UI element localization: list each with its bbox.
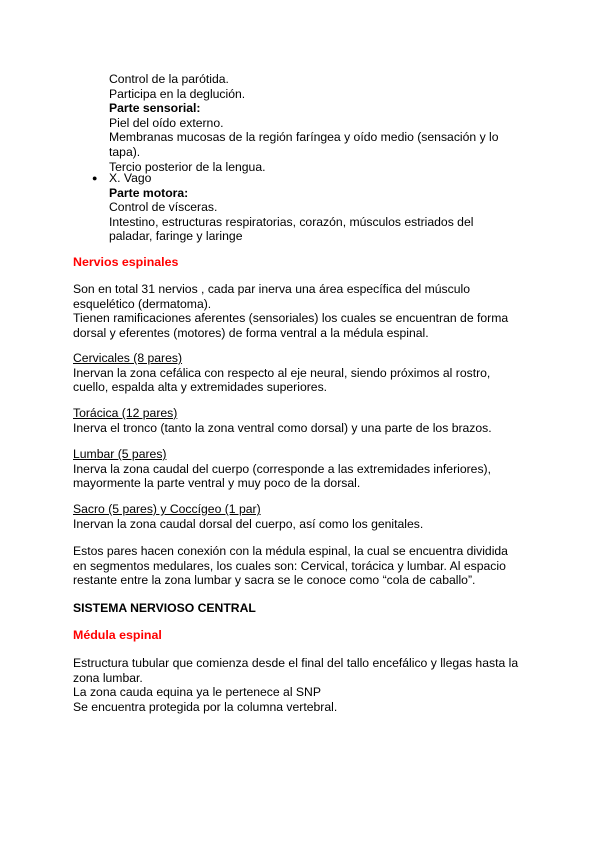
list-line: Tercio posterior de la lengua. bbox=[109, 159, 266, 174]
spinal-cord-text bbox=[0, 656, 600, 714]
group-text: Inervan la zona cefálica con respecto al eje neural, siendo próximos al rostro, cuello, espalda alta y extremidades superiores. bbox=[73, 365, 491, 395]
spinal-intro bbox=[0, 282, 600, 340]
sensory-heading: Parte sensorial: bbox=[109, 101, 201, 116]
section-heading: SISTEMA NERVIOSO CENTRAL bbox=[73, 601, 256, 615]
subsection-heading: Médula espinal bbox=[73, 628, 162, 642]
paragraph: La zona cauda equina ya le pertenece al SNP bbox=[73, 685, 321, 700]
list-line: Membranas mucosas de la región faríngea y oído medio (sensación y lo tapa). bbox=[109, 130, 499, 159]
motor-heading: Parte motora: bbox=[109, 185, 189, 200]
group-thoracic bbox=[0, 406, 600, 435]
group-title: Torácica (12 pares) bbox=[73, 406, 178, 420]
group-lumbar bbox=[0, 447, 600, 491]
group-cervical bbox=[0, 351, 600, 395]
group-sacral bbox=[0, 502, 600, 531]
paragraph: Tienen ramificaciones aferentes (sensoriales) los cuales se encuentran de forma dorsal y eferentes (motores) de forma ventral a la médula espinal. bbox=[73, 311, 509, 340]
list-line: Participa en la deglución. bbox=[109, 86, 246, 101]
group-text: Inerva el tronco (tanto la zona ventral como dorsal) y una parte de los brazos. bbox=[73, 420, 492, 435]
cns-section bbox=[0, 601, 600, 616]
group-title: Sacro (5 pares) y Coccígeo (1 par) bbox=[73, 502, 261, 516]
spinal-nerves-section bbox=[0, 255, 600, 270]
bullet-icon: ● bbox=[92, 173, 98, 183]
vagus-title: X. Vago bbox=[109, 171, 152, 185]
group-title: Cervicales (8 pares) bbox=[73, 351, 183, 365]
group-text: Inerva la zona caudal del cuerpo (corresponde a las extremidades inferiores), mayormente la parte ventral y muy poco de la dorsal. bbox=[73, 461, 491, 491]
paragraph: Se encuentra protegida por la columna vertebral. bbox=[73, 699, 338, 714]
group-text: Inervan la zona caudal dorsal del cuerpo, así como los genitales. bbox=[73, 516, 424, 531]
cranial-nerve-list bbox=[0, 72, 600, 174]
list-line: Piel del oído externo. bbox=[109, 115, 224, 130]
vagus-item bbox=[0, 171, 600, 244]
list-line: Control de vísceras. bbox=[109, 200, 218, 215]
paragraph: Estructura tubular que comienza desde el final del tallo encefálico y llegas hasta la zona lumbar. bbox=[73, 656, 519, 685]
list-line: Intestino, estructuras respiratorias, corazón, músculos estriados del paladar, faringe y laringe bbox=[109, 214, 474, 244]
section-heading: Nervios espinales bbox=[73, 255, 179, 269]
paragraph: Estos pares hacen conexión con la médula espinal, la cual se encuentra dividida en segmentos medulares, los cuales son: Cervical, torácica y lumbar. Al espacio restante entre la zona lumbar y sacra se le conoce como “cola de caballo”. bbox=[73, 544, 508, 588]
paragraph: Son en total 31 nervios , cada par inerva una área específica del músculo esquelético (dermatoma). bbox=[73, 282, 471, 311]
list-line: Control de la parótida. bbox=[109, 72, 229, 86]
group-title: Lumbar (5 pares) bbox=[73, 447, 167, 461]
spinal-closing bbox=[0, 544, 600, 588]
spinal-cord-subsection bbox=[0, 628, 600, 643]
